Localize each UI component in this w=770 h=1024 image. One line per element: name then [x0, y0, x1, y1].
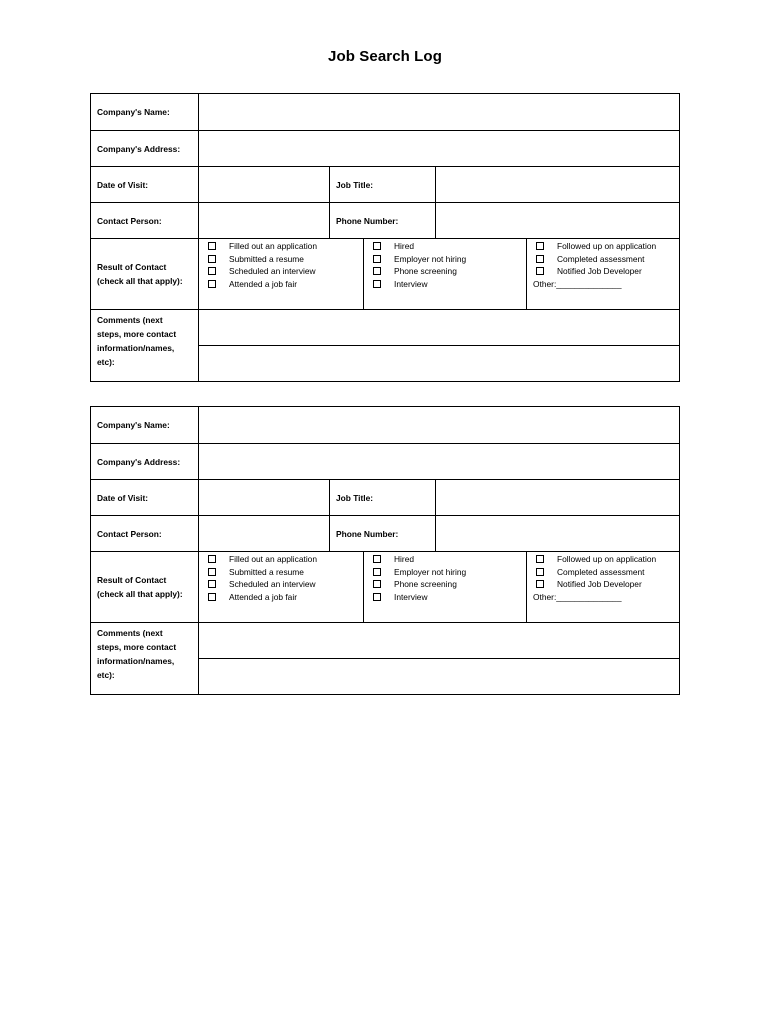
- comments-field-line-1[interactable]: [199, 623, 680, 659]
- job-title-field[interactable]: [436, 167, 680, 203]
- checkbox-icon: [536, 267, 544, 275]
- checkbox-icon: [208, 580, 216, 588]
- job-title-label: Job Title:: [330, 167, 436, 203]
- company-address-label: Company's Address:: [91, 444, 199, 480]
- other-field[interactable]: Other:______________: [533, 279, 622, 290]
- contact-person-field[interactable]: [199, 203, 330, 239]
- checkbox-scheduled-interview[interactable]: Scheduled an interview: [205, 578, 357, 591]
- result-options-col-2: [364, 239, 527, 310]
- job-log-entry-1: [90, 93, 680, 382]
- checkbox-icon: [536, 555, 544, 563]
- checkbox-icon: [373, 267, 381, 275]
- checkbox-scheduled-interview[interactable]: Scheduled an interview: [205, 265, 357, 278]
- result-label-line-2: (check all that apply):: [97, 276, 183, 286]
- checkbox-icon: [208, 568, 216, 576]
- checkbox-icon: [536, 568, 544, 576]
- result-options-col-3: [527, 552, 680, 623]
- company-name-label: Company's Name:: [91, 94, 199, 131]
- contact-person-label: Contact Person:: [91, 203, 199, 239]
- other-field[interactable]: Other:______________: [533, 592, 622, 603]
- checkbox-completed-assessment[interactable]: Completed assessment: [533, 566, 673, 579]
- job-log-entry-2: [90, 406, 680, 695]
- checkbox-icon: [208, 280, 216, 288]
- result-options-col-3: [527, 239, 680, 310]
- checkbox-phone-screening[interactable]: Phone screening: [370, 265, 520, 278]
- checkbox-phone-screening[interactable]: Phone screening: [370, 578, 520, 591]
- company-address-label: Company's Address:: [91, 131, 199, 167]
- company-name-field[interactable]: [199, 407, 680, 444]
- date-of-visit-field[interactable]: [199, 167, 330, 203]
- job-title-field[interactable]: [436, 480, 680, 516]
- phone-number-field[interactable]: [436, 203, 680, 239]
- checkbox-submitted-resume[interactable]: Submitted a resume: [205, 566, 357, 579]
- date-of-visit-label: Date of Visit:: [91, 167, 199, 203]
- checkbox-icon: [373, 255, 381, 263]
- contact-person-field[interactable]: [199, 516, 330, 552]
- date-of-visit-field[interactable]: [199, 480, 330, 516]
- checkbox-icon: [208, 255, 216, 263]
- result-label-line-2: (check all that apply):: [97, 589, 183, 599]
- result-options-col-1: [199, 552, 364, 623]
- checkbox-icon: [208, 555, 216, 563]
- checkbox-icon: [536, 255, 544, 263]
- checkbox-attended-job-fair[interactable]: Attended a job fair: [205, 591, 357, 604]
- phone-number-label: Phone Number:: [330, 203, 436, 239]
- result-label-line-1: Result of Contact: [97, 262, 167, 272]
- checkbox-attended-job-fair[interactable]: Attended a job fair: [205, 278, 357, 291]
- checkbox-icon: [373, 568, 381, 576]
- result-of-contact-label: [91, 239, 199, 310]
- company-name-label: Company's Name:: [91, 407, 199, 444]
- checkbox-followed-up[interactable]: Followed up on application: [533, 240, 673, 253]
- checkbox-submitted-resume[interactable]: Submitted a resume: [205, 253, 357, 266]
- date-of-visit-label: Date of Visit:: [91, 480, 199, 516]
- comments-field-line-2[interactable]: [199, 659, 680, 695]
- phone-number-label: Phone Number:: [330, 516, 436, 552]
- comments-label: Comments (next steps, more contact information/names, etc):: [91, 623, 199, 695]
- checkbox-icon: [373, 593, 381, 601]
- job-title-label: Job Title:: [330, 480, 436, 516]
- comments-field-line-2[interactable]: [199, 346, 680, 382]
- result-options-col-2: [364, 552, 527, 623]
- checkbox-filled-application[interactable]: Filled out an application: [205, 240, 357, 253]
- checkbox-notified-job-developer[interactable]: Notified Job Developer: [533, 265, 673, 278]
- checkbox-interview[interactable]: Interview: [370, 278, 520, 291]
- checkbox-icon: [208, 242, 216, 250]
- checkbox-hired[interactable]: Hired: [370, 240, 520, 253]
- checkbox-employer-not-hiring[interactable]: Employer not hiring: [370, 566, 520, 579]
- result-of-contact-label: [91, 552, 199, 623]
- checkbox-icon: [208, 593, 216, 601]
- company-name-field[interactable]: [199, 94, 680, 131]
- contact-person-label: Contact Person:: [91, 516, 199, 552]
- checkbox-icon: [373, 555, 381, 563]
- comments-field-line-1[interactable]: [199, 310, 680, 346]
- checkbox-icon: [373, 242, 381, 250]
- comments-label: Comments (next steps, more contact information/names, etc):: [91, 310, 199, 382]
- checkbox-completed-assessment[interactable]: Completed assessment: [533, 253, 673, 266]
- checkbox-notified-job-developer[interactable]: Notified Job Developer: [533, 578, 673, 591]
- result-options-col-1: [199, 239, 364, 310]
- checkbox-icon: [208, 267, 216, 275]
- company-address-field[interactable]: [199, 131, 680, 167]
- checkbox-icon: [536, 242, 544, 250]
- checkbox-employer-not-hiring[interactable]: Employer not hiring: [370, 253, 520, 266]
- checkbox-icon: [373, 580, 381, 588]
- page-title: Job Search Log: [328, 48, 442, 65]
- checkbox-followed-up[interactable]: Followed up on application: [533, 553, 673, 566]
- checkbox-hired[interactable]: Hired: [370, 553, 520, 566]
- checkbox-icon: [536, 580, 544, 588]
- checkbox-filled-application[interactable]: Filled out an application: [205, 553, 357, 566]
- checkbox-icon: [373, 280, 381, 288]
- phone-number-field[interactable]: [436, 516, 680, 552]
- checkbox-interview[interactable]: Interview: [370, 591, 520, 604]
- result-label-line-1: Result of Contact: [97, 575, 167, 585]
- company-address-field[interactable]: [199, 444, 680, 480]
